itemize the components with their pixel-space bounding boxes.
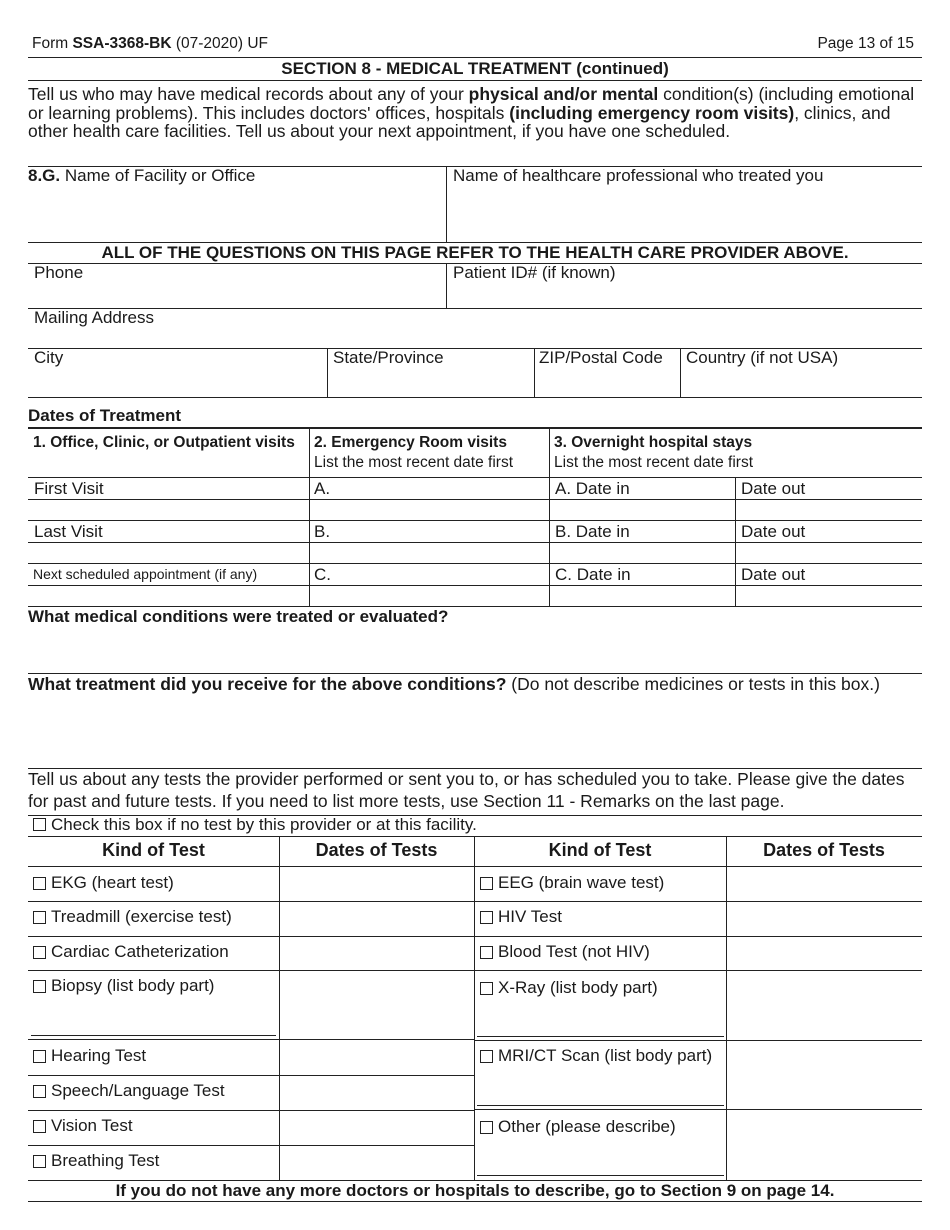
left-dates-line-6 (279, 1110, 474, 1111)
patient-id-label: Patient ID# (if known) (453, 263, 616, 282)
patient-id-field[interactable] (453, 263, 921, 307)
date-out-c-label: Date out (741, 565, 806, 584)
conditions-field[interactable] (28, 607, 922, 672)
state-field[interactable] (333, 348, 531, 396)
treatment-question-note: (Do not describe medicines or tests in this box.) (506, 674, 880, 694)
city-label: City (34, 348, 64, 367)
date-out-b-label: Date out (741, 522, 806, 541)
intro-text-3: , clinics, and other health care facilities. Tell us about your next appointment, if you have one scheduled. (28, 102, 891, 141)
dates-of-tests-header-left: Dates of Tests (315, 840, 438, 860)
date-in-c-label: C. Date in (555, 565, 631, 584)
form-suffix: (07-2020) UF (171, 35, 269, 52)
other-test-checkbox[interactable] (480, 1121, 493, 1134)
er-date-c-label: C. (314, 565, 331, 584)
biopsy-entry-line (31, 1035, 276, 1036)
biopsy-checkbox[interactable] (33, 980, 46, 993)
country-label: Country (if not USA) (686, 348, 839, 367)
last-visit-label: Last Visit (34, 522, 103, 541)
eeg-label: EEG (brain wave test) (498, 873, 665, 892)
facility-divider (446, 166, 447, 242)
other-test-label: Other (please describe) (498, 1117, 676, 1136)
left-dates-line-5 (279, 1075, 474, 1076)
vision-line (28, 1145, 279, 1146)
intro-bold-1: physical and/or mental (468, 84, 659, 104)
left-dates-line-7 (279, 1145, 474, 1146)
healthcare-professional-field[interactable] (453, 166, 921, 241)
intro-text-2: condition(s) (including emotional or learning problems). This includes doctors' offices, hospitals (28, 84, 915, 123)
treatment-field[interactable] (28, 673, 918, 767)
facility-number: 8.G. (28, 166, 61, 185)
dates-divider-2 (549, 428, 550, 607)
ekg-line (28, 901, 279, 902)
form-id: SSA-3368-BK (72, 35, 172, 52)
kind-of-test-header-right: Kind of Test (548, 840, 652, 860)
hearing-checkbox[interactable] (33, 1050, 46, 1063)
city-divider (327, 348, 328, 397)
dates-divider-1 (309, 428, 310, 607)
hearing-line (28, 1075, 279, 1076)
date-out-a-label: Date out (741, 479, 806, 498)
zip-divider (680, 348, 681, 397)
xray-label: X-Ray (list body part) (498, 978, 658, 997)
mri-ct-entry-line (477, 1105, 724, 1106)
breathing-label: Breathing Test (51, 1151, 160, 1170)
next-appt-mid-line (28, 585, 922, 586)
first-visit-label: First Visit (34, 479, 104, 498)
intro-paragraph (28, 85, 918, 141)
intro-text-1: Tell us who may have medical records about any of your (28, 84, 469, 104)
tests-col-divider-1 (279, 836, 280, 1181)
xray-checkbox[interactable] (480, 982, 493, 995)
mailing-address-field[interactable] (34, 308, 920, 348)
er-visits-header: 2. Emergency Room visits (314, 434, 507, 451)
dates-of-treatment-title: Dates of Treatment (28, 406, 182, 425)
footer-note: If you do not have any more doctors or hospitals to describe, go to Section 9 on page 14. (115, 1181, 835, 1200)
left-dates-line-1 (279, 901, 474, 902)
no-test-label: Check this box if no test by this provider or at this facility. (51, 815, 477, 834)
phone-field[interactable] (34, 263, 444, 307)
last-visit-bottom-line (28, 563, 922, 564)
blood-test-label: Blood Test (not HIV) (498, 942, 650, 961)
hearing-label: Hearing Test (51, 1046, 147, 1065)
dates-top-line (28, 427, 922, 429)
last-visit-mid-line (28, 542, 922, 543)
treadmill-checkbox[interactable] (33, 911, 46, 924)
left-dates-line-2 (279, 936, 474, 937)
treadmill-label: Treadmill (exercise test) (51, 907, 232, 926)
phone-divider (446, 263, 447, 308)
footer-bottom-line (28, 1201, 922, 1202)
date-in-a-label: A. Date in (555, 479, 630, 498)
section-title-divider (28, 80, 922, 81)
hiv-checkbox[interactable] (480, 911, 493, 924)
no-test-checkbox[interactable] (33, 818, 46, 831)
all-questions-banner: ALL OF THE QUESTIONS ON THIS PAGE REFER TO THE HEALTH CARE PROVIDER ABOVE. (101, 243, 849, 262)
vision-label: Vision Test (51, 1116, 133, 1135)
zip-label: ZIP/Postal Code (539, 348, 663, 367)
page-number: Page 13 of 15 (817, 35, 914, 52)
ekg-checkbox[interactable] (33, 877, 46, 890)
hiv-label: HIV Test (498, 907, 562, 926)
section-title: SECTION 8 - MEDICAL TREATMENT (continued) (281, 59, 669, 78)
first-visit-mid-line (28, 499, 922, 500)
treatment-question-bold: What treatment did you receive for the above conditions? (28, 674, 507, 694)
mri-ct-line (474, 1109, 922, 1110)
healthcare-professional-label: Name of healthcare professional who treated you (453, 166, 824, 185)
header-divider (28, 57, 922, 58)
tests-col-divider-3 (726, 836, 727, 1181)
hospital-stays-subheader: List the most recent date first (554, 454, 754, 471)
intro-bold-2: (including emergency room visits) (509, 102, 795, 123)
blood-test-checkbox[interactable] (480, 946, 493, 959)
speech-label: Speech/Language Test (51, 1081, 225, 1100)
blood-test-line (474, 970, 922, 971)
hospital-stays-header: 3. Overnight hospital stays (554, 434, 753, 451)
eeg-line (474, 901, 922, 902)
address-bottom-line (28, 397, 922, 398)
vision-checkbox[interactable] (33, 1120, 46, 1133)
form-prefix: Form (32, 35, 73, 52)
speech-line (28, 1110, 279, 1111)
mailing-address-label: Mailing Address (34, 308, 155, 327)
other-test-entry-line (477, 1175, 724, 1176)
zip-field[interactable] (539, 348, 679, 396)
er-date-a-label: A. (314, 479, 331, 498)
er-visits-subheader: List the most recent date first (314, 454, 514, 471)
eeg-checkbox[interactable] (480, 877, 493, 890)
er-date-b-label: B. (314, 522, 331, 541)
cardiac-cath-label: Cardiac Catheterization (51, 942, 229, 961)
tests-header-line (28, 866, 922, 867)
left-dates-line-3 (279, 970, 474, 971)
left-dates-line-4 (279, 1039, 474, 1040)
tests-table-top-line (28, 836, 922, 837)
kind-of-test-header-left: Kind of Test (102, 840, 205, 860)
biopsy-line (28, 1039, 279, 1040)
hiv-line (474, 936, 922, 937)
country-field[interactable] (686, 348, 921, 396)
facility-name-field[interactable] (28, 166, 444, 241)
dates-of-tests-header-right: Dates of Tests (763, 840, 885, 860)
dates-header-line (28, 477, 922, 478)
tests-intro: Tell us about any tests the provider performed or sent you to, or has scheduled you to take. Please give the dates for past and future tests. If you need to list more tests, use Section 11 - Remarks on the last page. (28, 769, 905, 811)
cardiac-cath-line (28, 970, 279, 971)
state-label: State/Province (333, 348, 444, 367)
mri-ct-label: MRI/CT Scan (list body part) (498, 1046, 713, 1065)
xray-entry-line (477, 1036, 724, 1037)
cardiac-cath-checkbox[interactable] (33, 946, 46, 959)
conditions-question: What medical conditions were treated or evaluated? (28, 607, 449, 626)
city-field[interactable] (34, 348, 324, 396)
next-appointment-label: Next scheduled appointment (if any) (33, 566, 258, 582)
form-number (32, 35, 268, 53)
office-visits-header: 1. Office, Clinic, or Outpatient visits (33, 434, 295, 451)
phone-label: Phone (34, 263, 84, 282)
xray-line (474, 1040, 922, 1041)
treadmill-line (28, 936, 279, 937)
ekg-label: EKG (heart test) (51, 873, 174, 892)
first-visit-bottom-line (28, 520, 922, 521)
biopsy-label: Biopsy (list body part) (51, 976, 215, 995)
mri-ct-checkbox[interactable] (480, 1050, 493, 1063)
speech-checkbox[interactable] (33, 1085, 46, 1098)
state-divider (534, 348, 535, 397)
tests-col-divider-2 (474, 836, 475, 1181)
date-in-b-label: B. Date in (555, 522, 630, 541)
facility-name-label: Name of Facility or Office (60, 166, 256, 185)
breathing-checkbox[interactable] (33, 1155, 46, 1168)
